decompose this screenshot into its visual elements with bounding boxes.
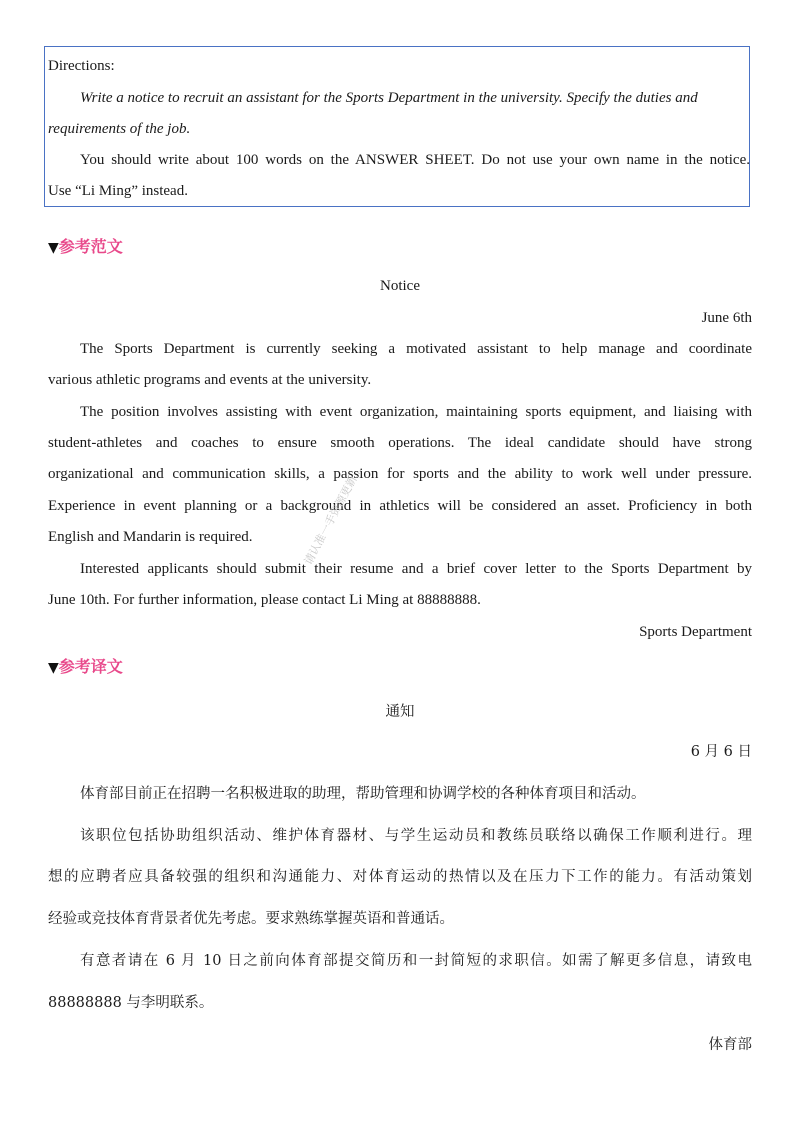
sample-p3-line: June 10th. For further information, please contact Li Ming at 88888888.	[48, 592, 481, 608]
sample-p2-line: Experience in event planning or a background in athletics will be considered an asset. Proficiency in both	[48, 498, 752, 514]
sample-p1-line: various athletic programs and events at the university.	[48, 372, 372, 388]
notice-title: Notice	[380, 278, 420, 294]
directions-task-line1: Write a notice to recruit an assistant for the Sports Department in the university. Specify the duties and	[80, 90, 698, 106]
sample-p2-line: The position involves assisting with event organization, maintaining sports equipment, and liaising with	[80, 404, 752, 420]
sample-p1-line: The Sports Department is currently seeking a motivated assistant to help manage and coordinate	[80, 341, 752, 357]
directions-instr-line1: You should write about 100 words on the ANSWER SHEET. Do not use your own name in the notice.	[80, 152, 750, 168]
watermark: 请认准一手资源更新...	[301, 464, 365, 568]
notice-signature: Sports Department	[639, 624, 752, 640]
translation-p3-line: 88888888 与李明联系。	[48, 995, 214, 1011]
triangle-down-icon: ▼	[48, 660, 59, 676]
sample-p2-line: organizational and communication skills, a passion for sports and the ability to work well under pressure.	[48, 466, 752, 482]
sample-header-label: 参考范文	[58, 237, 123, 256]
sample-p3-line: Interested applicants should submit their resume and a brief cover letter to the Sports Department by	[80, 561, 752, 577]
directions-instr-line2: Use “Li Ming” instead.	[48, 183, 188, 199]
notice-date: June 6th	[701, 310, 752, 326]
translation-p3-line: 有意者请在 6 月 10 日之前向体育部提交简历和一封简短的求职信。如需了解更多信息，请致电	[80, 953, 752, 969]
translation-date: 6 月 6 日	[690, 744, 752, 760]
translation-header	[48, 657, 123, 678]
directions-task-line2: requirements of the job.	[48, 121, 191, 137]
directions-label: Directions:	[48, 58, 115, 74]
triangle-down-icon: ▼	[48, 240, 59, 256]
sample-header	[48, 237, 123, 258]
translation-p2-line: 经验或竞技体育背景者优先考虑。要求熟练掌握英语和普通话。	[48, 911, 454, 927]
sample-p2-line: student-athletes and coaches to ensure smooth operations. The ideal candidate should have strong	[48, 435, 752, 451]
translation-p1-line: 体育部目前正在招聘一名积极进取的助理，帮助管理和协调学校的各种体育项目和活动。	[80, 786, 646, 802]
sample-p2-line: English and Mandarin is required.	[48, 529, 253, 545]
translation-p2-line: 该职位包括协助组织活动、维护体育器材、与学生运动员和教练员联络以确保工作顺利进行。理	[80, 828, 752, 844]
translation-signature: 体育部	[708, 1037, 752, 1053]
translation-title: 通知	[385, 704, 415, 720]
translation-p2-line: 想的应聘者应具备较强的组织和沟通能力、对体育运动的热情以及在压力下工作的能力。有活动策划	[48, 869, 752, 885]
translation-header-label: 参考译文	[58, 657, 123, 676]
